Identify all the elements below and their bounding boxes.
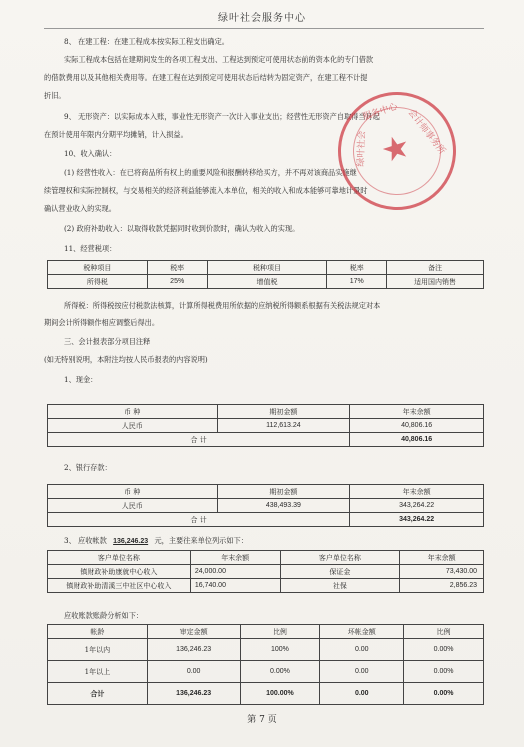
cash-header-cell: 期初金额	[217, 405, 350, 419]
ar-header-cell: 年末余额	[400, 551, 484, 565]
ar-cell: 社保	[280, 579, 400, 593]
tax-cell: 所得税	[48, 275, 148, 289]
aging-title: 应收账款账龄分析如下：	[64, 611, 144, 620]
tax-header-cell: 税率	[327, 261, 387, 275]
ar-suffix: 元，主要往来单位列示如下：	[154, 536, 248, 545]
para-9-line2: 在预计使用年限内分期平均摊销，计入损益。	[44, 130, 188, 139]
para-10-line3: 确认营业收入的实现。	[44, 204, 116, 213]
aging-total-cell: 136,246.23	[147, 683, 240, 705]
bank-cell: 343,264.22	[350, 499, 484, 513]
aging-table	[47, 624, 484, 705]
aging-header-cell: 比例	[240, 625, 320, 639]
tax-note-line1: 所得税：所得税按应付税款法核算，计算所得税费用所依据的应纳税所得额系根据有关税法规定对本	[64, 301, 381, 310]
tax-cell: 17%	[327, 275, 387, 289]
bank-header-cell: 期初金额	[217, 485, 350, 499]
tax-cell: 适用国内销售	[387, 275, 484, 289]
aging-total-cell: 合计	[48, 683, 148, 705]
aging-cell: 0.00	[320, 639, 404, 661]
aging-cell: 0.00	[320, 661, 404, 683]
cash-total-row	[48, 433, 484, 447]
bank-header-cell: 币 种	[48, 485, 218, 499]
cash-title: 1、现金：	[64, 375, 98, 384]
bank-total-value: 343,264.22	[350, 513, 484, 527]
seal-text-left: 绿叶社会	[356, 130, 368, 167]
bank-total-label: 合 计	[48, 513, 350, 527]
bank-header-cell: 年末余额	[350, 485, 484, 499]
table-row	[48, 661, 484, 683]
bank-table	[47, 484, 484, 527]
cash-header-cell: 年末余额	[350, 405, 484, 419]
bank-title: 2、银行存款：	[64, 463, 112, 472]
aging-header-cell: 比例	[404, 625, 484, 639]
para-8-line3: 折旧。	[44, 91, 66, 100]
table-row	[48, 275, 484, 289]
ar-header-cell: 年末余额	[190, 551, 280, 565]
aging-cell: 136,246.23	[147, 639, 240, 661]
table-row	[48, 579, 484, 593]
section-3-title: 三、会计报表部分项目注释	[64, 337, 151, 346]
tax-header-cell: 税率	[147, 261, 207, 275]
aging-total-row	[48, 683, 484, 705]
para-10-line1: (1) 经营性收入：在已将商品所有权上的重要风险和报酬转移给买方，并不再对该商品实施继	[64, 168, 357, 177]
cash-table	[47, 404, 484, 447]
cash-cell: 人民币	[48, 419, 218, 433]
ar-cell: 16,740.00	[190, 579, 280, 593]
para-10-title: 10、收入确认：	[64, 149, 117, 158]
table-row	[48, 499, 484, 513]
aging-total-cell: 0.00%	[404, 683, 484, 705]
table-row	[48, 565, 484, 579]
cash-header-cell: 币 种	[48, 405, 218, 419]
ar-cell: 24,000.00	[190, 565, 280, 579]
ar-table	[47, 550, 484, 593]
aging-cell: 1年以内	[48, 639, 148, 661]
para-9-line1: 9、 无形资产：以实际成本入账，事业性无形资产一次计入事业支出；经营性无形资产自取得当月起	[64, 112, 380, 121]
aging-cell: 0.00	[147, 661, 240, 683]
tax-note-line2: 期间会计所得额作相应调整后得出。	[44, 318, 160, 327]
aging-total-cell: 0.00	[320, 683, 404, 705]
aging-cell: 100%	[240, 639, 320, 661]
seal-text-top: 服务中心	[361, 101, 399, 123]
tax-table	[47, 260, 484, 289]
ar-table-header	[48, 551, 484, 565]
aging-total-cell: 100.00%	[240, 683, 320, 705]
para-11-title: 11、经营税项：	[64, 244, 117, 253]
ar-cell: 镇财政补助康就中心收入	[48, 565, 191, 579]
ar-cell: 73,430.00	[400, 565, 484, 579]
bank-table-header	[48, 485, 484, 499]
aging-table-header	[48, 625, 484, 639]
aging-cell: 1年以上	[48, 661, 148, 683]
seal-star-icon: ★	[375, 125, 415, 171]
para-10-line2: 续管理权和实际控制权，与交易相关的经济利益能够流入本单位，相关的收入和成本能够可靠地计量时	[44, 186, 368, 195]
tax-table-header	[48, 261, 484, 275]
aging-cell: 0.00%	[404, 639, 484, 661]
bank-cell: 人民币	[48, 499, 218, 513]
ar-title	[44, 533, 484, 550]
tax-header-cell: 税种项目	[207, 261, 327, 275]
ar-amount: 136,246.23	[113, 538, 149, 545]
ar-prefix: 3、 应收帐款	[64, 536, 107, 545]
bank-total-row	[48, 513, 484, 527]
aging-cell: 0.00%	[404, 661, 484, 683]
cash-total-label: 合 计	[48, 433, 350, 447]
para-8-line1: 实际工程成本包括在建期间发生的各项工程支出、工程达到预定可使用状态前的资本化的专门借款	[64, 55, 374, 64]
aging-header-cell: 审定金额	[147, 625, 240, 639]
header-divider	[44, 28, 484, 29]
page-header-title: 绿叶社会服务中心	[218, 13, 306, 24]
ar-cell: 镇财政补助清溪三中社区中心收入	[48, 579, 191, 593]
para-8-line2: 的借款费用以及其他相关费用等。在建工程在达到预定可使用状态后结转为固定资产，在建工程不计提	[44, 73, 368, 82]
para-8-title: 8、 在建工程：在建工程成本按实际工程支出确定。	[64, 37, 229, 46]
bank-cell: 438,493.39	[217, 499, 350, 513]
tax-cell: 25%	[147, 275, 207, 289]
tax-header-cell: 税种项目	[48, 261, 148, 275]
para-10-line4: (2) 政府补助收入：以取得收款凭据同时收到价款时，确认为收入的实现。	[64, 224, 300, 233]
cash-cell: 112,613.24	[217, 419, 350, 433]
seal-text-right: 会计师事务所	[405, 107, 447, 157]
aging-header-cell: 坏帐金额	[320, 625, 404, 639]
ar-header-cell: 客户单位名称	[48, 551, 191, 565]
section-3-note: (如无特别说明，本附注均按人民币报表的内容说明)	[44, 355, 208, 364]
ar-cell: 2,856.23	[400, 579, 484, 593]
cash-table-header	[48, 405, 484, 419]
table-row	[48, 419, 484, 433]
table-row	[48, 639, 484, 661]
cash-cell: 40,806.16	[350, 419, 484, 433]
tax-cell: 增值税	[207, 275, 327, 289]
ar-header-cell: 客户单位名称	[280, 551, 400, 565]
aging-header-cell: 帐龄	[48, 625, 148, 639]
page-number: 第 7 页	[247, 715, 277, 725]
tax-header-cell: 备注	[387, 261, 484, 275]
cash-total-value: 40,806.16	[350, 433, 484, 447]
ar-cell: 保证金	[280, 565, 400, 579]
aging-cell: 0.00%	[240, 661, 320, 683]
